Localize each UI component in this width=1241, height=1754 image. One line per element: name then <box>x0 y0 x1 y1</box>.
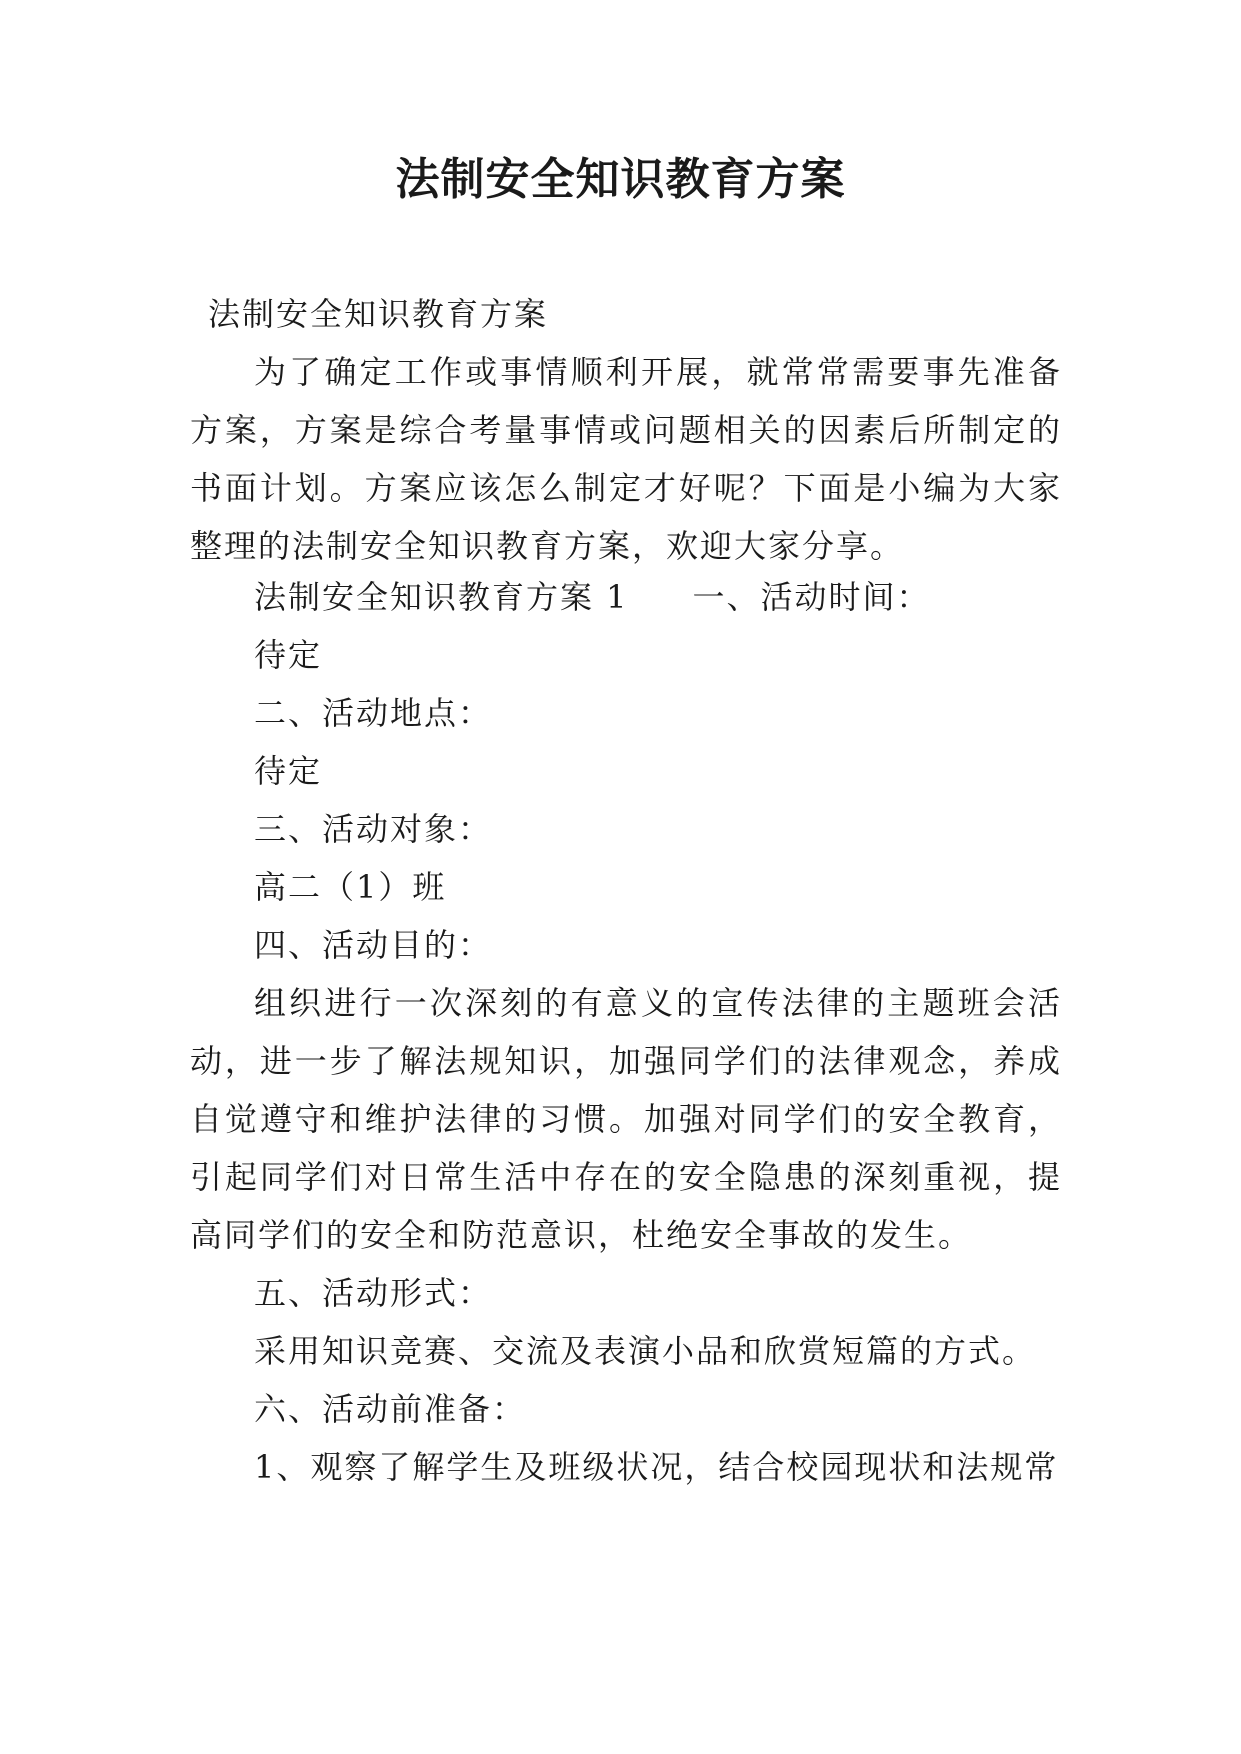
prep-label: 六、活动前准备： <box>254 1390 527 1428</box>
form-label: 五、活动形式： <box>254 1274 493 1312</box>
goal-paragraph: 组织进行一次深刻的有意义的宣传法律的主题班会活动，进一步了解法规知识，加强同学们的法律观念，养成自觉遵守和维护法律的习惯。加强对同学们的安全教育，引起同学们对日常生活中存在的安全隐患的深刻重视，提高同学们的安全和防范意识，杜绝安全事故的发生。 <box>190 984 1062 1254</box>
target-value: 高二（1）班 <box>254 868 447 906</box>
time-label: 一、活动时间： <box>692 578 931 616</box>
goal-label: 四、活动目的： <box>254 926 493 964</box>
prep-item-1: 1、观察了解学生及班级状况，结合校园现状和法规常 <box>254 1448 1059 1486</box>
intro-block <box>190 343 1062 575</box>
place-value: 待定 <box>254 752 323 790</box>
time-value: 待定 <box>254 636 323 674</box>
section-title: 法制安全知识教育方案 1 <box>254 578 629 616</box>
target-label: 三、活动对象： <box>254 810 493 848</box>
document-subtitle: 法制安全知识教育方案 <box>208 295 549 333</box>
place-label: 二、活动地点： <box>254 694 493 732</box>
intro-paragraph: 为了确定工作或事情顺利开展，就常常需要事先准备方案，方案是综合考量事情或问题相关的因素后所制定的书面计划。方案应该怎么制定才好呢？下面是小编为大家整理的法制安全知识教育方案，欢迎大家分享。 <box>190 353 1062 565</box>
document-title: 法制安全知识教育方案 <box>395 154 846 205</box>
section-heading-row <box>190 568 1062 626</box>
section-block <box>190 568 1062 1496</box>
form-value: 采用知识竞赛、交流及表演小品和欣赏短篇的方式。 <box>254 1332 1037 1370</box>
